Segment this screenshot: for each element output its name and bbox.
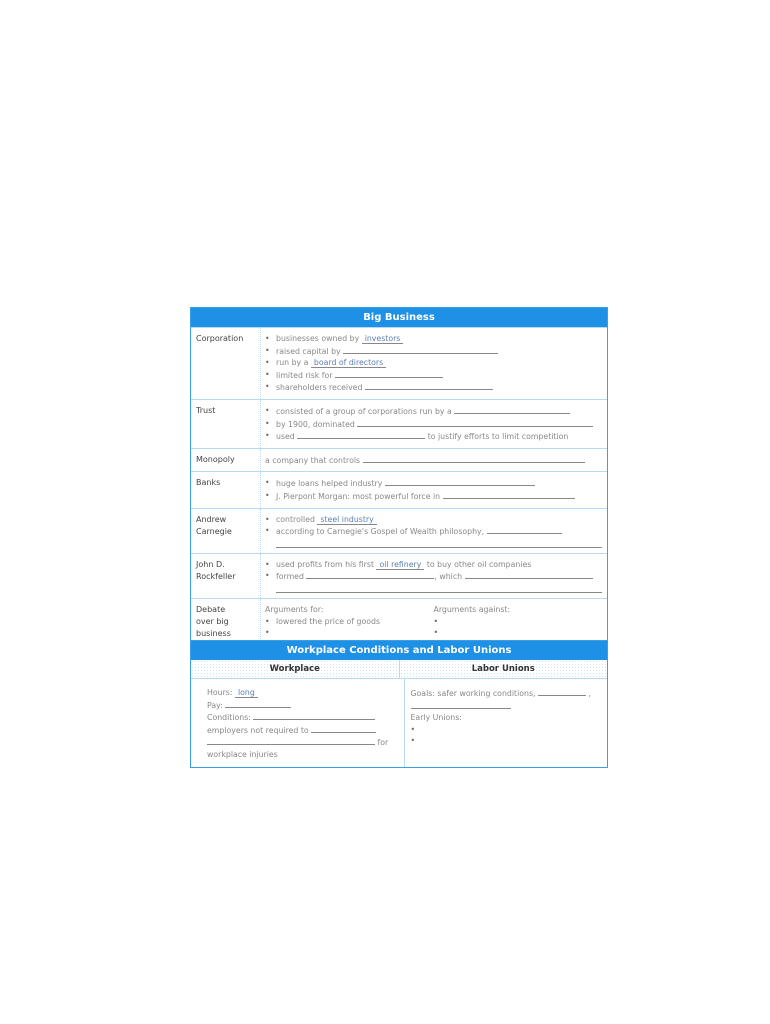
blank-line[interactable] [276,583,602,593]
debate-label: Debate over big business [191,599,261,655]
carnegie-content: • controlled steel industry • according to Carnegie's Gospel of Wealth philosophy, [261,509,607,553]
blank-field[interactable] [365,381,493,390]
blank-field[interactable] [465,570,593,579]
monopoly-content: a company that controls [261,449,607,472]
answer-long: long [235,688,258,698]
answer-investors: investors [362,334,404,344]
blank-field[interactable] [311,724,376,733]
blank-line[interactable] [276,538,602,548]
rockefeller-label: John D. Rockfeller [191,554,261,598]
corporation-label: Corporation [191,328,261,399]
bullet-icon: • [410,736,416,746]
blank-field[interactable] [385,477,535,486]
arguments-against: Arguments against: • • [433,604,511,638]
blank-field[interactable] [411,700,511,709]
banks-content: • huge loans helped industry • J. Pierpont Morgan: most powerful force in [261,472,607,507]
workplace-body [191,679,607,767]
bullet-icon: • [265,526,270,536]
blank-field[interactable] [343,345,498,354]
bullet-icon: • [265,431,270,441]
bullet-icon: • [265,616,270,626]
workplace-heading: Workplace [191,660,400,678]
trust-row [191,399,607,448]
workplace-table [190,640,608,768]
trust-label: Trust [191,400,261,448]
labor-unions-column: Goals: safer working conditions, , Early Unions: • • [410,689,591,746]
blank-field[interactable] [207,736,375,745]
blank-field[interactable] [306,570,434,579]
bullet-icon: • [410,724,416,734]
blank-field[interactable] [357,418,593,427]
monopoly-row [191,448,607,472]
blank-field[interactable] [335,369,443,378]
bullet-icon: • [265,628,270,638]
blank-field[interactable] [538,687,586,696]
bullet-icon: • [265,382,270,392]
blank-field[interactable] [454,405,570,414]
bullet-icon: • [433,628,439,638]
blank-field[interactable] [363,454,585,463]
bullet-icon: • [265,369,270,379]
arguments-for: Arguments for: • lowered the price of goods • [265,604,434,650]
bullet-icon: • [265,405,270,415]
answer-steel: steel industry [317,515,376,525]
labor-unions-heading: Labor Unions [400,660,608,678]
bullet-icon: • [265,559,270,569]
workplace-title: Workplace Conditions and Labor Unions [191,641,607,660]
bullet-icon: • [265,345,270,355]
blank-field[interactable] [443,490,575,499]
workplace-column: Hours: long Pay: Conditions: employers not required to for workplace injuries [191,679,405,767]
bullet-icon: • [265,418,270,428]
big-business-title: Big Business [191,308,607,327]
bullet-icon: • [265,478,270,488]
answer-board: board of directors [311,358,386,368]
carnegie-row [191,508,607,553]
banks-row [191,471,607,507]
banks-label: Banks [191,472,261,507]
blank-field[interactable] [225,699,291,708]
bullet-icon: • [265,358,270,368]
answer-oil-refinery: oil refinery [376,560,424,570]
trust-content: • consisted of a group of corporations run by a • by 1900, dominated • used to justify efforts to limit competition [261,400,607,448]
bullet-icon: • [265,514,270,524]
big-business-table [190,307,608,656]
rockefeller-row [191,553,607,598]
rockefeller-content: • used profits from his first oil refinery to buy other oil companies • formed , which [261,554,607,598]
monopoly-label: Monopoly [191,449,261,472]
bullet-icon: • [265,490,270,500]
bullet-icon: • [433,616,439,626]
blank-field[interactable] [253,711,375,720]
bullet-icon: • [265,334,270,343]
carnegie-label: Andrew Carnegie [191,509,261,553]
blank-field[interactable] [297,430,425,439]
blank-field[interactable] [487,525,562,534]
bullet-icon: • [265,571,270,581]
corporation-row [191,327,607,399]
corporation-content: • businesses owned by investors • raised capital by • run by a board of directors • limited risk for • shareholders received [261,328,607,399]
workplace-subheader [191,660,607,679]
